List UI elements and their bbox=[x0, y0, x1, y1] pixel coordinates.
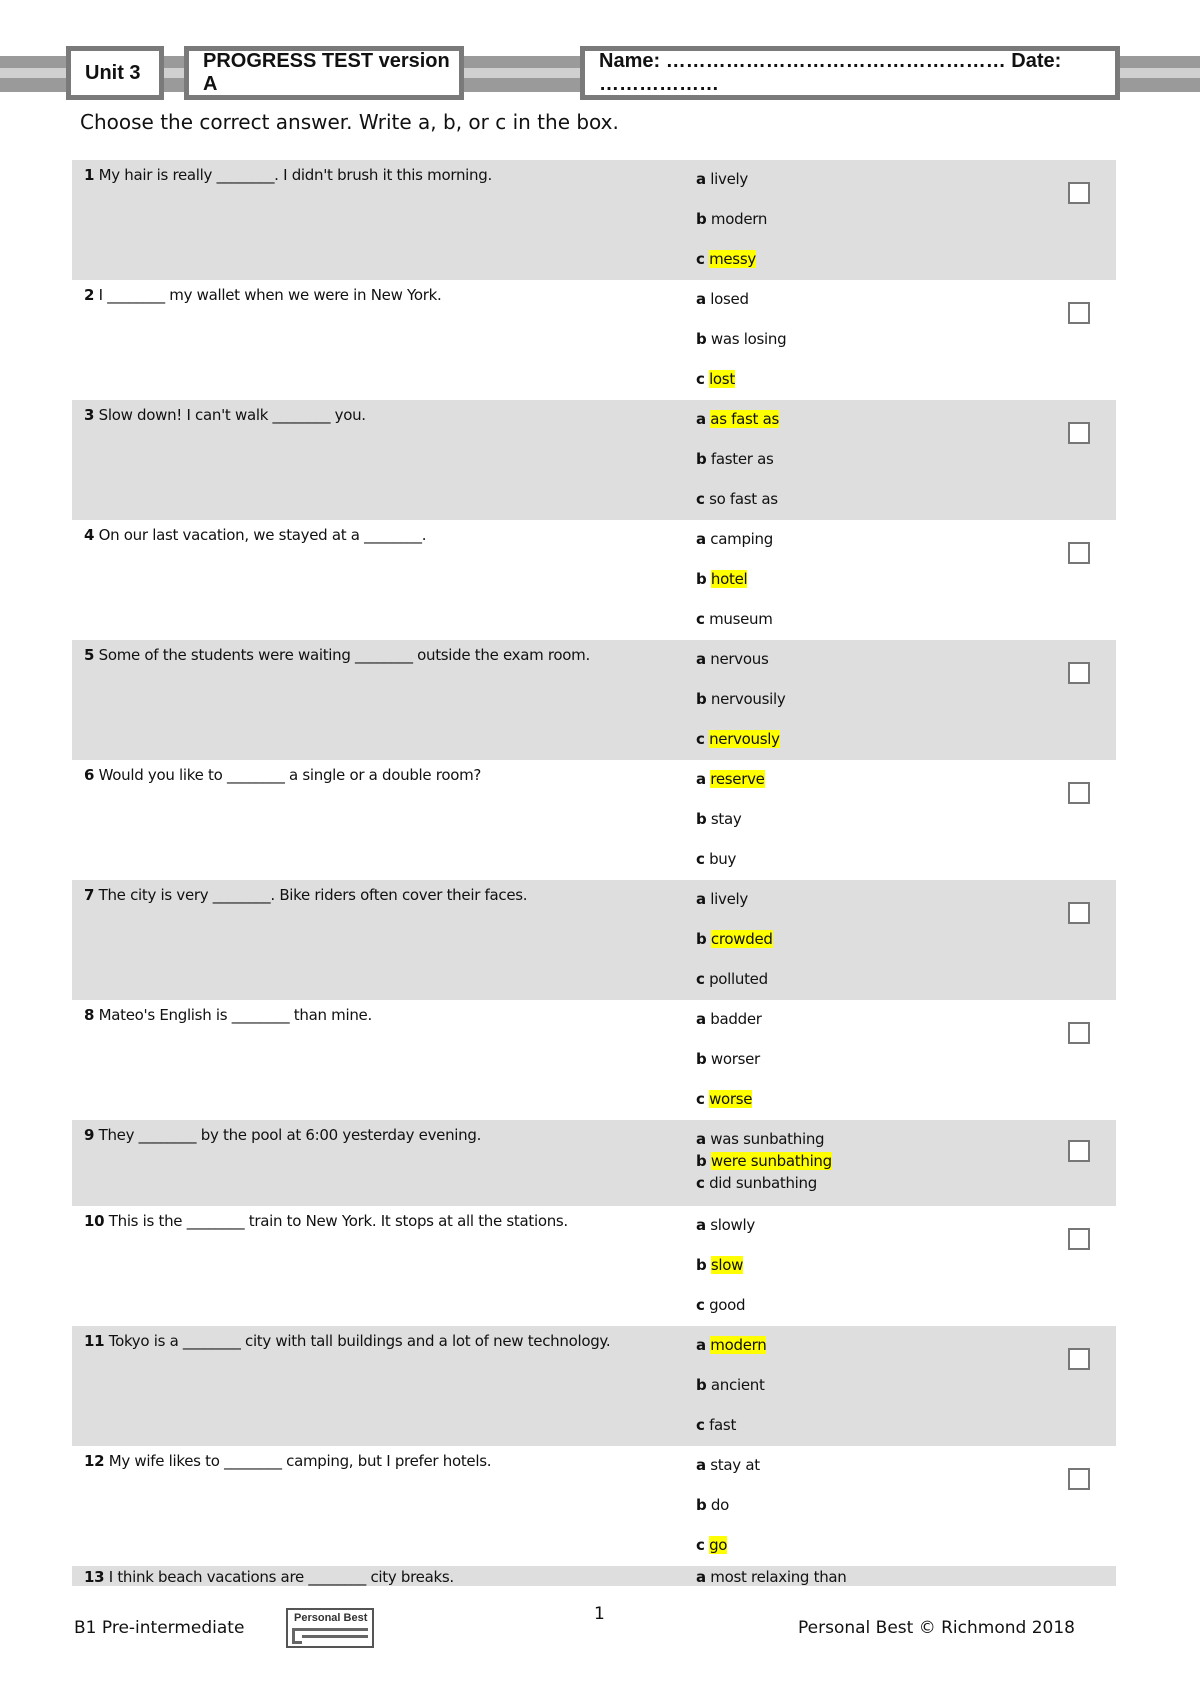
option-a: a losed bbox=[696, 290, 749, 308]
option-b: b modern bbox=[696, 210, 768, 228]
unit-label: Unit 3 bbox=[66, 46, 164, 100]
option-a: a lively bbox=[696, 170, 748, 188]
option-text: do bbox=[710, 1496, 730, 1514]
option-text: go bbox=[709, 1536, 728, 1554]
question-text bbox=[84, 766, 481, 784]
option-b: b hotel bbox=[696, 570, 748, 588]
option-text: most relaxing than bbox=[710, 1568, 847, 1586]
option-text: slow bbox=[710, 1256, 744, 1274]
question-row bbox=[72, 640, 1116, 760]
option-a: a badder bbox=[696, 1010, 762, 1028]
question-stem: On our last vacation, we stayed at a ________. bbox=[98, 526, 427, 544]
option-c: c lost bbox=[696, 370, 735, 388]
option-text: were sunbathing bbox=[710, 1152, 832, 1170]
question-text bbox=[84, 646, 590, 664]
question-row bbox=[72, 400, 1116, 520]
option-text: camping bbox=[710, 530, 773, 548]
question-number: 3 bbox=[84, 406, 95, 424]
option-c: c worse bbox=[696, 1090, 753, 1108]
option-a: a nervous bbox=[696, 650, 769, 668]
option-a: a stay at bbox=[696, 1456, 760, 1474]
option-b: b do bbox=[696, 1496, 730, 1514]
option-a: a most relaxing than bbox=[696, 1568, 847, 1586]
option-a: a as fast as bbox=[696, 410, 780, 428]
option-a: a slowly bbox=[696, 1216, 755, 1234]
option-c: c museum bbox=[696, 610, 773, 628]
answer-box[interactable] bbox=[1068, 1140, 1090, 1162]
question-row bbox=[72, 1000, 1116, 1120]
question-number: 11 bbox=[84, 1332, 105, 1350]
question-number: 8 bbox=[84, 1006, 95, 1024]
question-text bbox=[84, 1332, 610, 1350]
instruction: Choose the correct answer. Write a, b, or c in the box. bbox=[80, 110, 619, 134]
option-text: museum bbox=[709, 610, 773, 628]
question-stem: The city is very ________. Bike riders often cover their faces. bbox=[98, 886, 528, 904]
question-text bbox=[84, 1452, 491, 1470]
option-b: b crowded bbox=[696, 930, 773, 948]
option-text: stay at bbox=[710, 1456, 760, 1474]
question-row bbox=[72, 760, 1116, 880]
question-row bbox=[72, 1326, 1116, 1446]
question-stem: Would you like to ________ a single or a double room? bbox=[98, 766, 482, 784]
question-row bbox=[72, 1446, 1116, 1566]
option-b: b nervousily bbox=[696, 690, 786, 708]
option-text: lively bbox=[710, 890, 748, 908]
option-b: b ancient bbox=[696, 1376, 765, 1394]
answer-box[interactable] bbox=[1068, 1022, 1090, 1044]
option-text: worser bbox=[710, 1050, 760, 1068]
option-text: did sunbathing bbox=[709, 1174, 817, 1192]
option-text: faster as bbox=[710, 450, 774, 468]
question-text bbox=[84, 166, 492, 184]
question-number: 2 bbox=[84, 286, 95, 304]
question-number: 10 bbox=[84, 1212, 105, 1230]
option-c: c buy bbox=[696, 850, 737, 868]
answer-box[interactable] bbox=[1068, 662, 1090, 684]
option-c: c fast bbox=[696, 1416, 737, 1434]
question-number: 5 bbox=[84, 646, 95, 664]
option-text: messy bbox=[709, 250, 756, 268]
option-b: b faster as bbox=[696, 450, 774, 468]
option-text: nervous bbox=[710, 650, 769, 668]
question-row bbox=[72, 160, 1116, 280]
option-text: ancient bbox=[710, 1376, 765, 1394]
option-text: stay bbox=[710, 810, 742, 828]
name-date-field[interactable]: Name: …………………………………………… Date: ……………… bbox=[580, 46, 1120, 100]
test-title: PROGRESS TEST version A bbox=[184, 46, 464, 100]
option-c: c good bbox=[696, 1296, 746, 1314]
answer-box[interactable] bbox=[1068, 182, 1090, 204]
option-text: nervousily bbox=[710, 690, 786, 708]
question-stem: Some of the students were waiting ________ outside the exam room. bbox=[98, 646, 590, 664]
option-text: polluted bbox=[709, 970, 768, 988]
personal-best-logo: Personal Best bbox=[286, 1608, 374, 1648]
question-stem: I think beach vacations are ________ city breaks. bbox=[108, 1568, 454, 1586]
option-text: worse bbox=[709, 1090, 753, 1108]
footer-copyright: Personal Best © Richmond 2018 bbox=[798, 1618, 1075, 1638]
option-text: slowly bbox=[710, 1216, 755, 1234]
option-c: c so fast as bbox=[696, 490, 778, 508]
question-stem: My wife likes to ________ camping, but I prefer hotels. bbox=[108, 1452, 492, 1470]
question-text bbox=[84, 1568, 454, 1586]
option-b: b stay bbox=[696, 810, 742, 828]
question-number: 12 bbox=[84, 1452, 105, 1470]
question-number: 9 bbox=[84, 1126, 95, 1144]
option-text: nervously bbox=[709, 730, 780, 748]
question-row bbox=[72, 1566, 1116, 1586]
footer-level: B1 Pre-intermediate bbox=[74, 1618, 245, 1638]
question-number: 7 bbox=[84, 886, 95, 904]
answer-box[interactable] bbox=[1068, 302, 1090, 324]
option-text: badder bbox=[710, 1010, 762, 1028]
question-text bbox=[84, 526, 426, 544]
question-stem: I ________ my wallet when we were in New York. bbox=[98, 286, 442, 304]
option-a: a modern bbox=[696, 1336, 767, 1354]
option-a: a camping bbox=[696, 530, 773, 548]
option-text: buy bbox=[709, 850, 737, 868]
question-row bbox=[72, 1206, 1116, 1326]
question-stem: Slow down! I can't walk ________ you. bbox=[98, 406, 366, 424]
option-c: c nervously bbox=[696, 730, 780, 748]
option-b: b worser bbox=[696, 1050, 760, 1068]
option-text: hotel bbox=[710, 570, 748, 588]
option-b: b was losing bbox=[696, 330, 787, 348]
question-number: 1 bbox=[84, 166, 95, 184]
question-number: 4 bbox=[84, 526, 95, 544]
option-text: losed bbox=[710, 290, 749, 308]
option-c: c polluted bbox=[696, 970, 768, 988]
question-number: 6 bbox=[84, 766, 95, 784]
option-c: c did sunbathing bbox=[696, 1174, 817, 1192]
option-c: c go bbox=[696, 1536, 728, 1554]
question-row bbox=[72, 1120, 1116, 1206]
option-text: as fast as bbox=[710, 410, 780, 428]
answer-box[interactable] bbox=[1068, 1228, 1090, 1250]
option-text: modern bbox=[710, 210, 768, 228]
question-stem: This is the ________ train to New York. It stops at all the stations. bbox=[108, 1212, 568, 1230]
question-stem: Mateo's English is ________ than mine. bbox=[98, 1006, 372, 1024]
option-text: lively bbox=[710, 170, 748, 188]
question-text bbox=[84, 406, 366, 424]
option-text: was losing bbox=[710, 330, 787, 348]
question-text bbox=[84, 1212, 568, 1230]
option-b: b were sunbathing bbox=[696, 1152, 832, 1170]
option-text: lost bbox=[709, 370, 735, 388]
question-text bbox=[84, 1126, 481, 1144]
question-stem: My hair is really ________. I didn't brush it this morning. bbox=[98, 166, 492, 184]
answer-box[interactable] bbox=[1068, 542, 1090, 564]
question-row bbox=[72, 280, 1116, 400]
answer-box[interactable] bbox=[1068, 1348, 1090, 1370]
option-text: crowded bbox=[710, 930, 773, 948]
page-number: 1 bbox=[594, 1604, 605, 1624]
option-a: a was sunbathing bbox=[696, 1130, 825, 1148]
option-a: a reserve bbox=[696, 770, 765, 788]
answer-box[interactable] bbox=[1068, 1468, 1090, 1490]
question-text bbox=[84, 286, 441, 304]
option-text: fast bbox=[709, 1416, 737, 1434]
question-row bbox=[72, 520, 1116, 640]
answer-box[interactable] bbox=[1068, 422, 1090, 444]
option-a: a lively bbox=[696, 890, 748, 908]
option-c: c messy bbox=[696, 250, 756, 268]
option-text: good bbox=[709, 1296, 746, 1314]
answer-box[interactable] bbox=[1068, 782, 1090, 804]
question-number: 13 bbox=[84, 1568, 105, 1586]
question-text bbox=[84, 1006, 372, 1024]
option-text: modern bbox=[710, 1336, 767, 1354]
question-text bbox=[84, 886, 527, 904]
answer-box[interactable] bbox=[1068, 902, 1090, 924]
question-stem: They ________ by the pool at 6:00 yesterday evening. bbox=[98, 1126, 482, 1144]
question-stem: Tokyo is a ________ city with tall buildings and a lot of new technology. bbox=[108, 1332, 611, 1350]
option-text: reserve bbox=[710, 770, 765, 788]
option-b: b slow bbox=[696, 1256, 744, 1274]
option-text: was sunbathing bbox=[710, 1130, 825, 1148]
question-row bbox=[72, 880, 1116, 1000]
option-text: so fast as bbox=[709, 490, 778, 508]
